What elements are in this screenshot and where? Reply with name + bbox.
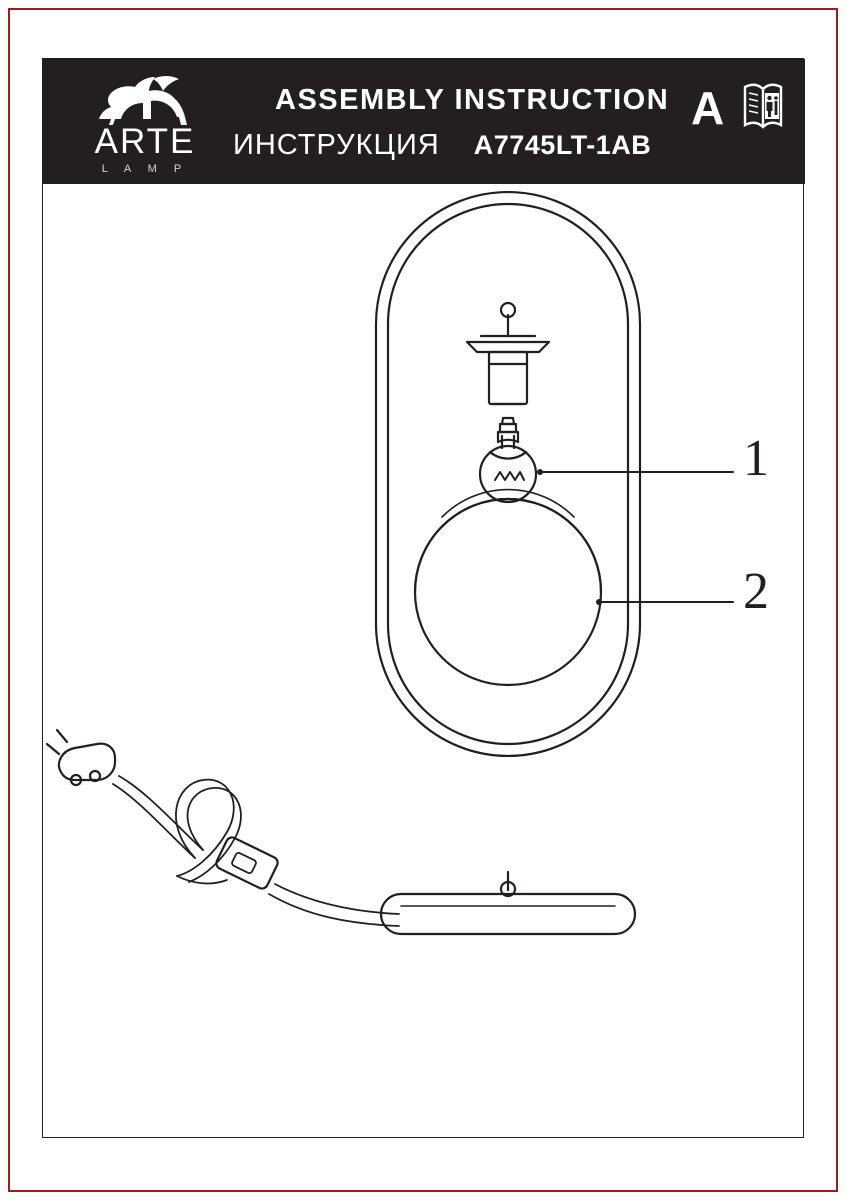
title-russian: ИНСТРУКЦИЯ (233, 129, 440, 161)
brand-subtitle: L A M P (101, 163, 189, 175)
brand-name: ARTE (94, 122, 196, 161)
sheet-letter: A (691, 82, 725, 134)
header-band (43, 59, 805, 184)
callout-number-2: 2 (743, 563, 769, 620)
griffin-lion-logo-icon (91, 69, 199, 125)
title-english: ASSEMBLY INSTRUCTION (275, 84, 670, 116)
header-titles (233, 77, 683, 177)
read-manual-booklet-icon (741, 79, 785, 131)
callout-number-1: 1 (743, 430, 769, 487)
instruction-sheet (42, 58, 804, 1138)
brand-block (65, 67, 225, 183)
table-lamp-exploded-assembly-drawing (43, 184, 805, 1138)
model-code: A7745LT-1AB (473, 130, 652, 160)
